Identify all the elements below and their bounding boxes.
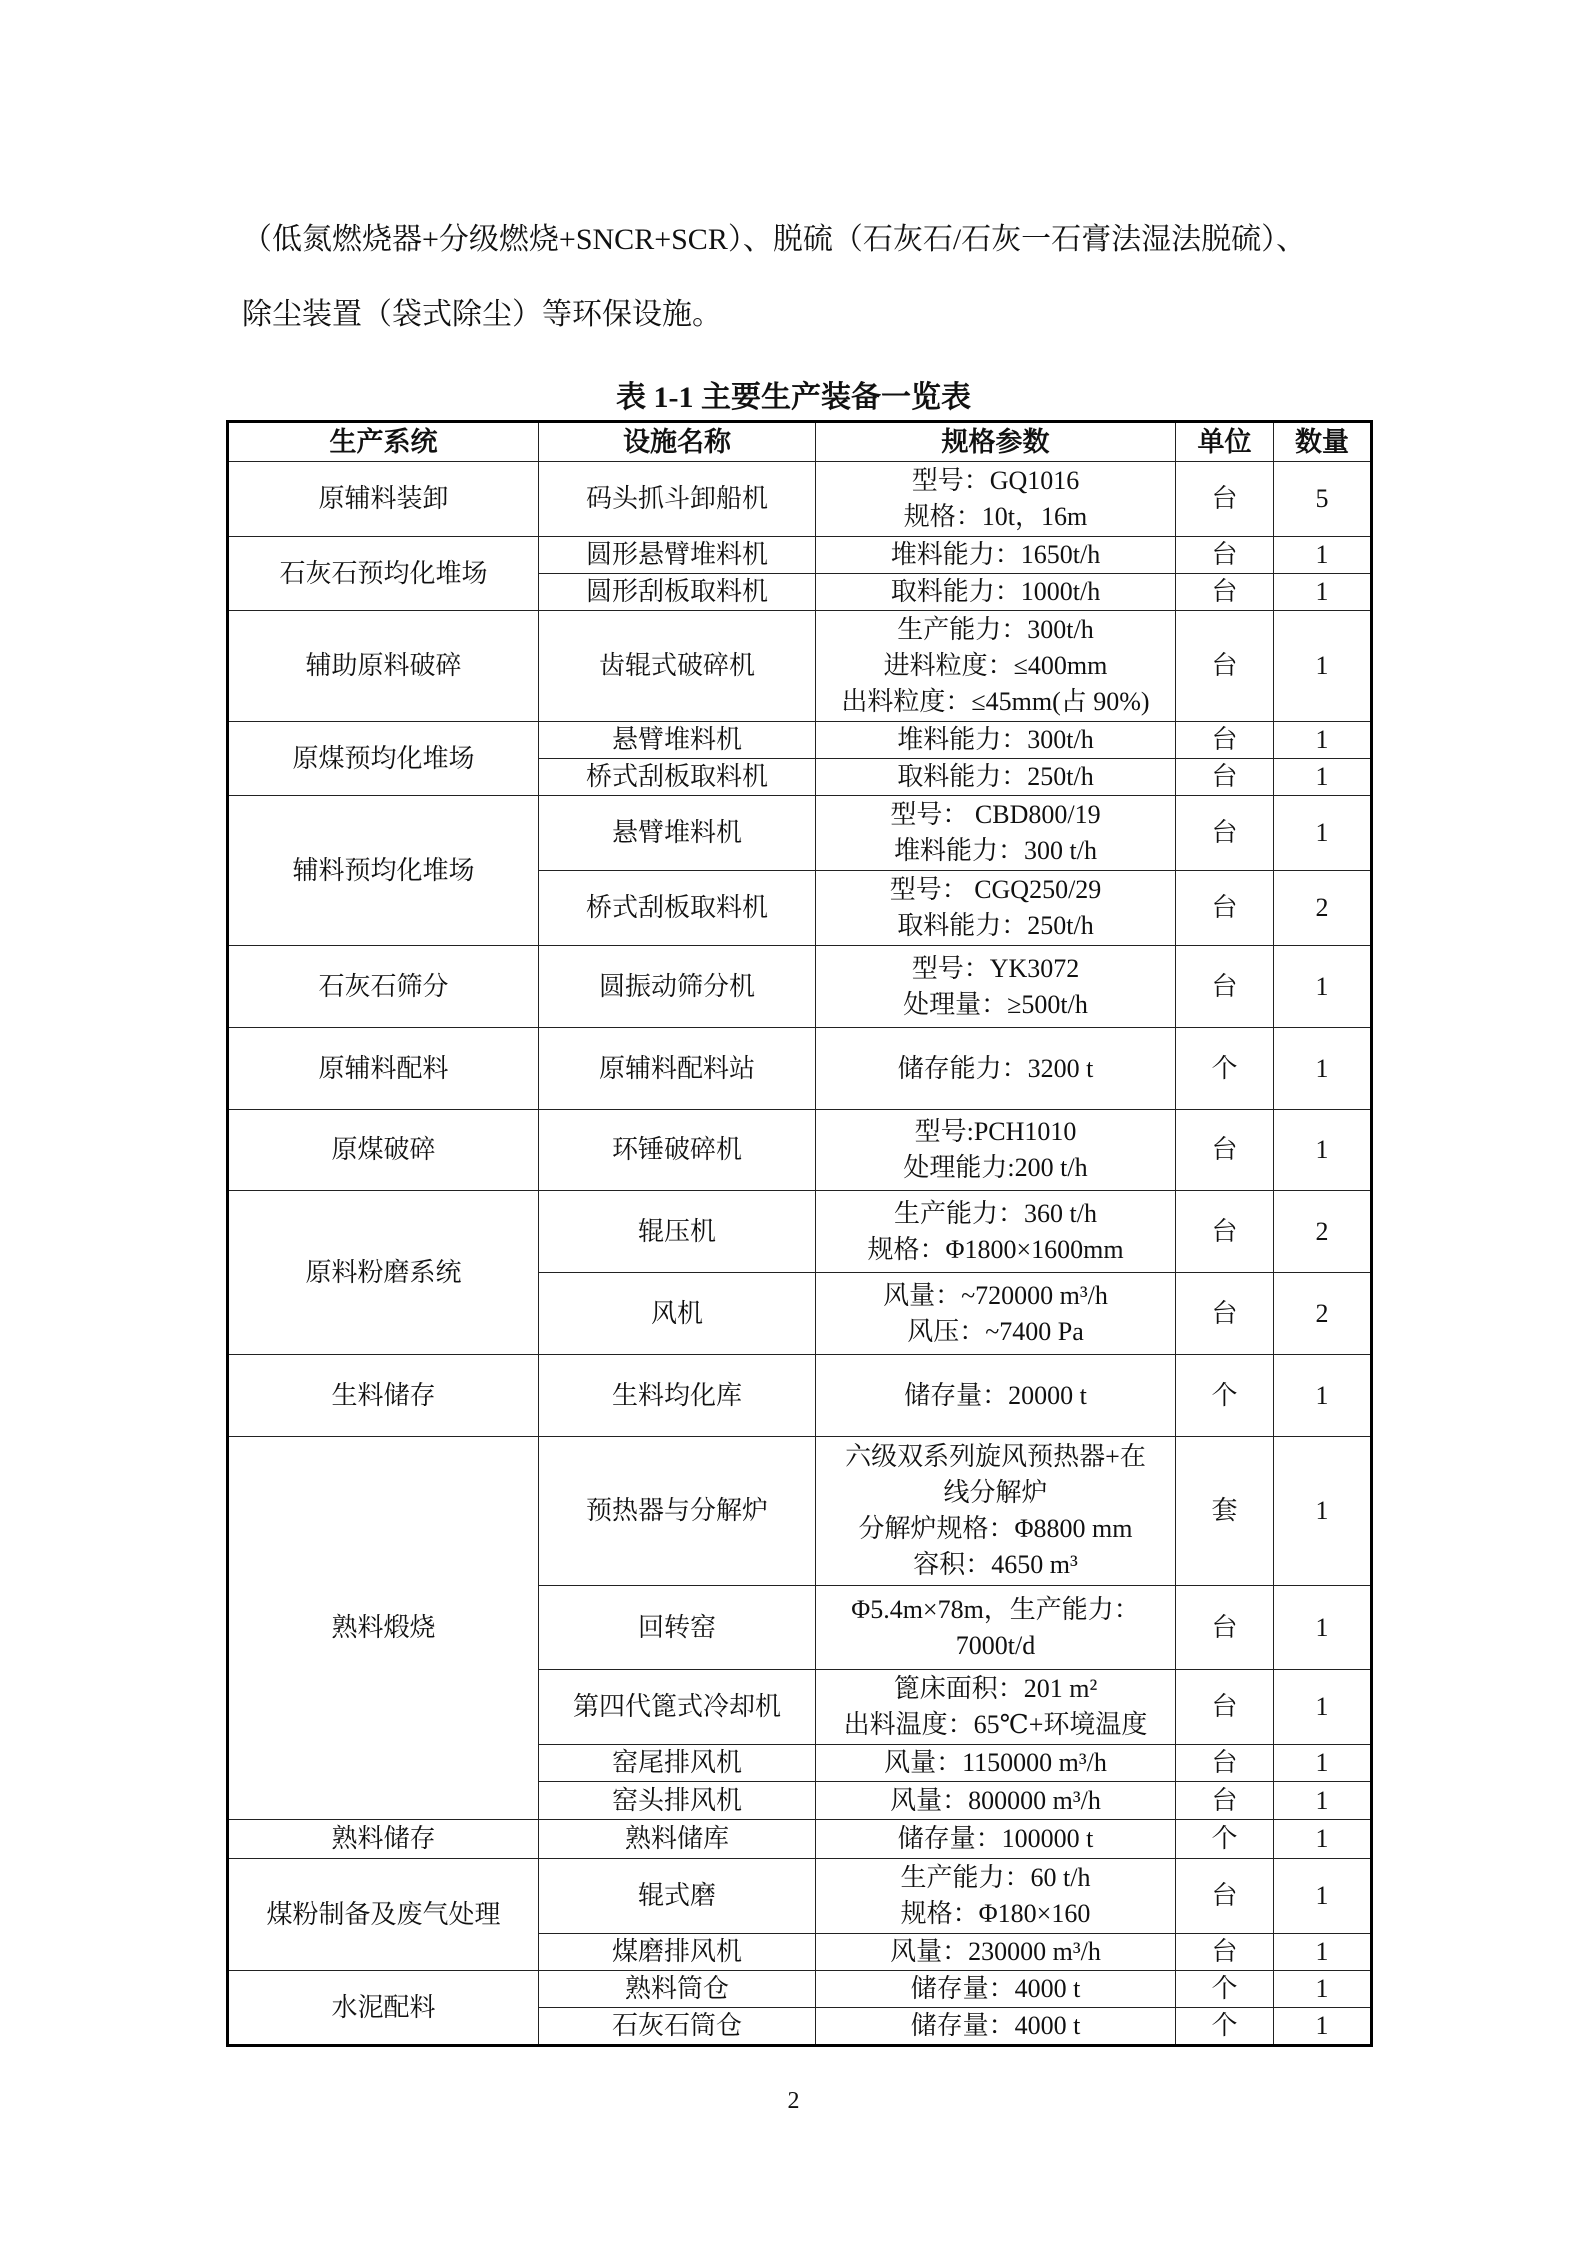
cell-quantity: 2	[1274, 1273, 1372, 1355]
table-row	[228, 611, 1372, 722]
cell-spec	[816, 1859, 1176, 1934]
cell-unit: 台	[1176, 871, 1274, 946]
spec-line: 规格：Φ1800×1600mm	[867, 1234, 1124, 1264]
cell-unit: 台	[1176, 611, 1274, 722]
cell-unit: 个	[1176, 1971, 1274, 2008]
spec-line: 容积：4650 m³	[913, 1550, 1078, 1579]
cell-quantity: 1	[1274, 946, 1372, 1028]
cell-quantity: 1	[1274, 796, 1372, 871]
spec-line: 型号： CGQ250/29	[889, 875, 1102, 904]
cell-quantity: 1	[1274, 1971, 1372, 2008]
table-row	[228, 1971, 1372, 2008]
cell-facility-name: 预热器与分解炉	[539, 1437, 816, 1586]
cell-quantity: 1	[1274, 1934, 1372, 1971]
cell-unit: 套	[1176, 1437, 1274, 1586]
spec-line: 储存量：100000 t	[897, 1824, 1094, 1853]
spec-line: 风量：800000 m³/h	[890, 1785, 1101, 1815]
cell-quantity: 1	[1274, 1355, 1372, 1437]
cell-quantity: 1	[1274, 1745, 1372, 1782]
spec-line: 储存能力：3200 t	[897, 1053, 1094, 1083]
spec-line: 取料能力：250t/h	[897, 911, 1094, 940]
cell-unit: 台	[1176, 1586, 1274, 1670]
spec-line: 风压：~7400 Pa	[907, 1316, 1084, 1346]
cell-quantity: 1	[1274, 1782, 1372, 1820]
spec-line: 型号：YK3072	[911, 953, 1080, 983]
cell-spec	[816, 1437, 1176, 1586]
spec-line: 规格：10t，16m	[903, 502, 1088, 531]
cell-spec	[816, 1028, 1176, 1110]
spec-line: 型号： CBD800/19	[890, 800, 1101, 829]
cell-facility-name: 第四代篦式冷却机	[539, 1670, 816, 1745]
cell-unit: 个	[1176, 1028, 1274, 1110]
cell-facility-name: 生料均化库	[539, 1355, 816, 1437]
spec-line: 取料能力：1000t/h	[890, 577, 1101, 606]
spec-line: 规格：Φ180×160	[900, 1899, 1091, 1928]
table-row	[228, 1355, 1372, 1437]
cell-unit: 台	[1176, 1191, 1274, 1273]
cell-system: 生料储存	[228, 1355, 539, 1437]
cell-unit: 台	[1176, 1670, 1274, 1745]
header-quantity: 数量	[1274, 422, 1372, 462]
spec-line: 篦床面积：201 m²	[893, 1674, 1098, 1703]
cell-facility-name: 悬臂堆料机	[539, 722, 816, 759]
cell-facility-name: 环锤破碎机	[539, 1110, 816, 1191]
cell-spec	[816, 871, 1176, 946]
spec-line: 出料粒度：≤45mm(占 90%)	[841, 687, 1150, 716]
cell-unit: 台	[1176, 574, 1274, 611]
cell-unit: 台	[1176, 796, 1274, 871]
cell-spec	[816, 759, 1176, 796]
cell-quantity: 1	[1274, 574, 1372, 611]
cell-system: 原料粉磨系统	[228, 1191, 539, 1355]
cell-system: 原辅料装卸	[228, 462, 539, 537]
spec-line: 生产能力：300t/h	[897, 615, 1094, 644]
cell-quantity: 1	[1274, 1820, 1372, 1859]
cell-spec	[816, 946, 1176, 1028]
cell-spec	[816, 462, 1176, 537]
cell-quantity: 1	[1274, 1437, 1372, 1586]
table-row	[228, 1820, 1372, 1859]
header-facility: 设施名称	[539, 422, 816, 462]
cell-unit: 个	[1176, 1820, 1274, 1859]
table-row	[228, 722, 1372, 759]
table-row	[228, 537, 1372, 574]
cell-facility-name: 圆形刮板取料机	[539, 574, 816, 611]
cell-unit: 台	[1176, 537, 1274, 574]
cell-spec	[816, 1971, 1176, 2008]
cell-spec	[816, 1934, 1176, 1971]
cell-quantity: 5	[1274, 462, 1372, 537]
cell-unit: 台	[1176, 722, 1274, 759]
cell-quantity: 1	[1274, 1859, 1372, 1934]
cell-facility-name: 辊式磨	[539, 1859, 816, 1934]
cell-system: 原煤预均化堆场	[228, 722, 539, 796]
spec-line: 分解炉规格：Φ8800 mm	[858, 1514, 1133, 1543]
cell-system: 熟料煅烧	[228, 1437, 539, 1820]
paragraph-line-2: 除尘装置（袋式除尘）等环保设施。	[242, 298, 722, 331]
table-row	[228, 946, 1372, 1028]
cell-quantity: 1	[1274, 1028, 1372, 1110]
cell-facility-name: 桥式刮板取料机	[539, 871, 816, 946]
cell-system: 石灰石筛分	[228, 946, 539, 1028]
paragraph-line-1: （低氮燃烧器+分级燃烧+SNCR+SCR）、脱硫（石灰石/石灰一石膏法湿法脱硫）、	[242, 223, 1307, 256]
cell-system: 熟料储存	[228, 1820, 539, 1859]
table-row	[228, 1859, 1372, 1934]
spec-line: 六级双系列旋风预热器+在	[845, 1442, 1146, 1471]
table-row	[228, 1437, 1372, 1586]
table-row	[228, 796, 1372, 871]
cell-facility-name: 煤磨排风机	[539, 1934, 816, 1971]
table-row	[228, 1191, 1372, 1273]
cell-facility-name: 回转窑	[539, 1586, 816, 1670]
spec-line: 型号：GQ1016	[911, 466, 1080, 495]
cell-unit: 台	[1176, 1745, 1274, 1782]
cell-unit: 台	[1176, 1782, 1274, 1820]
cell-quantity: 2	[1274, 871, 1372, 946]
spec-line: 生产能力：60 t/h	[900, 1863, 1091, 1892]
spec-line: 堆料能力：300t/h	[897, 725, 1094, 754]
table-title: 表 1-1 主要生产装备一览表	[616, 381, 971, 414]
header-spec: 规格参数	[816, 422, 1176, 462]
cell-spec	[816, 1670, 1176, 1745]
cell-quantity: 1	[1274, 1670, 1372, 1745]
cell-facility-name: 窑尾排风机	[539, 1745, 816, 1782]
cell-facility-name: 悬臂堆料机	[539, 796, 816, 871]
cell-facility-name: 码头抓斗卸船机	[539, 462, 816, 537]
spec-line: 线分解炉	[943, 1478, 1048, 1507]
spec-line: 堆料能力：1650t/h	[890, 540, 1101, 569]
cell-spec	[816, 537, 1176, 574]
cell-facility-name: 辊压机	[539, 1191, 816, 1273]
cell-quantity: 1	[1274, 1586, 1372, 1670]
cell-quantity: 1	[1274, 2008, 1372, 2046]
cell-spec	[816, 1820, 1176, 1859]
spec-line: 风量：1150000 m³/h	[884, 1748, 1107, 1777]
cell-spec	[816, 1355, 1176, 1437]
cell-facility-name: 齿辊式破碎机	[539, 611, 816, 722]
spec-line: 处理能力:200 t/h	[903, 1153, 1088, 1182]
cell-spec	[816, 2008, 1176, 2046]
cell-quantity: 1	[1274, 759, 1372, 796]
cell-facility-name: 圆振动筛分机	[539, 946, 816, 1028]
table-row	[228, 462, 1372, 537]
cell-facility-name: 圆形悬臂堆料机	[539, 537, 816, 574]
cell-unit: 台	[1176, 1859, 1274, 1934]
cell-facility-name: 熟料筒仓	[539, 1971, 816, 2008]
cell-spec	[816, 722, 1176, 759]
spec-line: 处理量：≥500t/h	[903, 989, 1088, 1019]
cell-unit: 台	[1176, 1273, 1274, 1355]
cell-unit: 台	[1176, 946, 1274, 1028]
page-number: 2	[787, 2088, 800, 2114]
cell-facility-name: 风机	[539, 1273, 816, 1355]
cell-quantity: 1	[1274, 611, 1372, 722]
cell-spec	[816, 796, 1176, 871]
spec-line: 7000t/d	[955, 1630, 1036, 1660]
cell-spec	[816, 1586, 1176, 1670]
spec-line: 生产能力：360 t/h	[894, 1198, 1097, 1228]
cell-facility-name: 桥式刮板取料机	[539, 759, 816, 796]
cell-quantity: 1	[1274, 537, 1372, 574]
spec-line: 储存量：4000 t	[910, 2011, 1081, 2040]
spec-line: 储存量：4000 t	[910, 1974, 1081, 2003]
cell-spec	[816, 1273, 1176, 1355]
cell-quantity: 1	[1274, 1110, 1372, 1191]
spec-line: 储存量：20000 t	[904, 1380, 1087, 1410]
spec-line: 进料粒度：≤400mm	[883, 651, 1108, 680]
spec-line: 取料能力：250t/h	[897, 762, 1094, 791]
cell-spec	[816, 1110, 1176, 1191]
cell-spec	[816, 611, 1176, 722]
cell-system: 辅料预均化堆场	[228, 796, 539, 946]
cell-system: 石灰石预均化堆场	[228, 537, 539, 611]
cell-unit: 台	[1176, 759, 1274, 796]
cell-quantity: 2	[1274, 1191, 1372, 1273]
cell-facility-name: 窑头排风机	[539, 1782, 816, 1820]
cell-system: 煤粉制备及废气处理	[228, 1859, 539, 1971]
header-unit: 单位	[1176, 422, 1274, 462]
cell-facility-name: 熟料储库	[539, 1820, 816, 1859]
cell-spec	[816, 574, 1176, 611]
cell-unit: 个	[1176, 1355, 1274, 1437]
spec-line: Φ5.4m×78m，生产能力：	[851, 1594, 1140, 1624]
spec-line: 风量：~720000 m³/h	[883, 1280, 1108, 1310]
cell-unit: 台	[1176, 1934, 1274, 1971]
cell-system: 原煤破碎	[228, 1110, 539, 1191]
cell-spec	[816, 1745, 1176, 1782]
cell-facility-name: 原辅料配料站	[539, 1028, 816, 1110]
cell-system: 辅助原料破碎	[228, 611, 539, 722]
header-system: 生产系统	[228, 422, 539, 462]
equipment-table	[226, 420, 1373, 2047]
cell-unit: 台	[1176, 462, 1274, 537]
cell-unit: 台	[1176, 1110, 1274, 1191]
cell-system: 水泥配料	[228, 1971, 539, 2046]
table-header-row	[228, 422, 1372, 462]
table-row	[228, 1110, 1372, 1191]
cell-unit: 个	[1176, 2008, 1274, 2046]
cell-facility-name: 石灰石筒仓	[539, 2008, 816, 2046]
spec-line: 出料温度：65℃+环境温度	[843, 1710, 1148, 1739]
table-row	[228, 1028, 1372, 1110]
spec-line: 型号:PCH1010	[914, 1117, 1077, 1146]
spec-line: 堆料能力：300 t/h	[894, 836, 1097, 865]
cell-spec	[816, 1191, 1176, 1273]
cell-system: 原辅料配料	[228, 1028, 539, 1110]
spec-line: 风量：230000 m³/h	[890, 1937, 1101, 1966]
cell-quantity: 1	[1274, 722, 1372, 759]
cell-spec	[816, 1782, 1176, 1820]
